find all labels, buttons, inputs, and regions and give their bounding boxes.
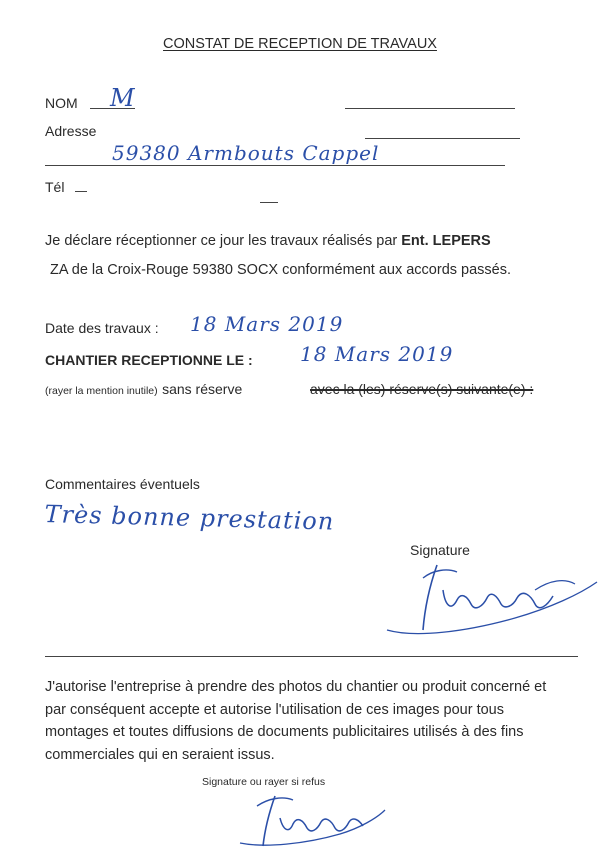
photo-authorization-text: J'autorise l'entreprise à prendre des photos du chantier ou produit concerné et par conséquent accepte et autorise l'utilisation de ces images pour tous montages et toutes diffusions de documents publicitaires utilisés à des fins commerciales qui en seraient issus. <box>45 679 547 763</box>
nom-underline <box>90 108 135 109</box>
signature-label: Signature <box>410 542 470 558</box>
nom-label: NOM <box>45 95 78 111</box>
company-name: Ent. LEPERS <box>401 233 491 249</box>
client-signature <box>385 560 600 645</box>
declaration-text <box>45 233 491 249</box>
comments-value: Très bonne prestation <box>44 500 335 536</box>
adresse-label: Adresse <box>45 123 97 139</box>
date-travaux-value: 18 Mars 2019 <box>190 312 344 336</box>
adresse-line-1 <box>365 138 520 139</box>
separator-line <box>45 656 578 657</box>
company-address: ZA de la Croix-Rouge 59380 SOCX conformément aux accords passés. <box>50 262 512 278</box>
date-travaux-label: Date des travaux : <box>45 320 159 336</box>
chantier-label: CHANTIER RECEPTIONNE LE : <box>45 352 253 368</box>
nom-line-right <box>345 108 515 109</box>
photo-signature <box>235 788 395 853</box>
nom-value: M <box>110 84 136 112</box>
adresse-value: 59380 Armbouts Cappel <box>112 141 380 165</box>
declaration-sentence: Je déclare réceptionner ce jour les travaux réalisés par <box>45 233 398 249</box>
photo-signature-label: Signature ou rayer si refus <box>202 776 326 788</box>
tel-line-left <box>75 191 87 192</box>
sans-reserve-option: sans réserve <box>162 381 243 397</box>
avec-reserve-option: avec la (les) réserve(s) suivante(e) : <box>310 381 534 397</box>
comments-label: Commentaires éventuels <box>45 476 200 492</box>
chantier-date-value: 18 Mars 2019 <box>300 342 454 366</box>
tel-label: Tél <box>45 179 65 195</box>
reserve-instruction: (rayer la mention inutile) <box>45 385 158 397</box>
reserve-row <box>45 381 242 399</box>
document-title: CONSTAT DE RECEPTION DE TRAVAUX <box>163 36 437 52</box>
adresse-line-2 <box>45 165 505 166</box>
tel-line-right <box>260 202 278 203</box>
